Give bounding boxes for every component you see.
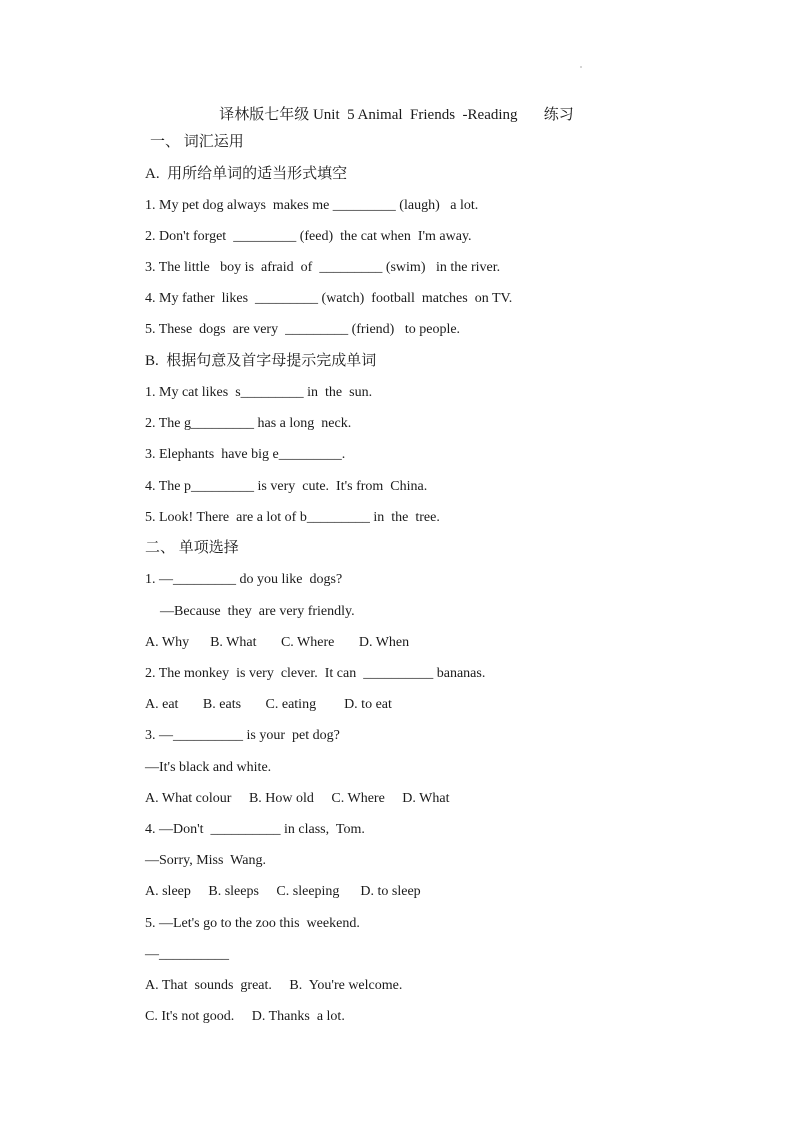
q1-options: A. Why B. What C. Where D. When	[145, 635, 410, 650]
sectionA-item-5: 5. These dogs are very _________ (friend) to people.	[145, 322, 461, 337]
q4-options: A. sleep B. sleeps C. sleeping D. to sleep	[145, 884, 421, 899]
q1-stem: 1. —_________ do you like dogs?	[145, 572, 343, 587]
sectionB-heading: B. 根据句意及首字母提示完成单词	[145, 353, 377, 369]
sectionB-item-3: 3. Elephants have big e_________.	[145, 447, 346, 462]
q5-reply: —__________	[145, 947, 229, 962]
q5-options-cd: C. It's not good. D. Thanks a lot.	[145, 1009, 345, 1024]
worksheet-title: 译林版七年级 Unit 5 Animal Friends -Reading 练习	[219, 107, 574, 123]
q2-options: A. eat B. eats C. eating D. to eat	[145, 697, 392, 712]
part1-heading: 一、 词汇运用	[150, 134, 244, 150]
sectionB-item-5: 5. Look! There are a lot of b_________ in the tree.	[145, 510, 440, 525]
q5-stem: 5. —Let's go to the zoo this weekend.	[145, 916, 360, 931]
sectionA-item-4: 4. My father likes _________ (watch) football matches on TV.	[145, 291, 513, 306]
q1-reply: —Because they are very friendly.	[160, 604, 355, 619]
sectionB-item-4: 4. The p_________ is very cute. It's from China.	[145, 479, 428, 494]
q3-reply: —It's black and white.	[145, 760, 272, 775]
sectionB-item-1: 1. My cat likes s_________ in the sun.	[145, 385, 373, 400]
q5-options-ab: A. That sounds great. B. You're welcome.	[145, 978, 403, 993]
sectionA-item-2: 2. Don't forget _________ (feed) the cat when I'm away.	[145, 229, 472, 244]
q3-options: A. What colour B. How old C. Where D. What	[145, 791, 450, 806]
sectionB-item-2: 2. The g_________ has a long neck.	[145, 416, 352, 431]
part2-heading: 二、 单项选择	[145, 540, 239, 556]
sectionA-item-1: 1. My pet dog always makes me _________ (laugh) a lot.	[145, 198, 479, 213]
q2-stem: 2. The monkey is very clever. It can __________ bananas.	[145, 666, 486, 681]
q4-reply: —Sorry, Miss Wang.	[145, 853, 266, 868]
scan-dot	[580, 66, 582, 68]
q4-stem: 4. —Don't __________ in class, Tom.	[145, 822, 365, 837]
sectionA-heading: A. 用所给单词的适当形式填空	[145, 166, 348, 182]
q3-stem: 3. —__________ is your pet dog?	[145, 728, 340, 743]
sectionA-item-3: 3. The little boy is afraid of _________ (swim) in the river.	[145, 260, 501, 275]
